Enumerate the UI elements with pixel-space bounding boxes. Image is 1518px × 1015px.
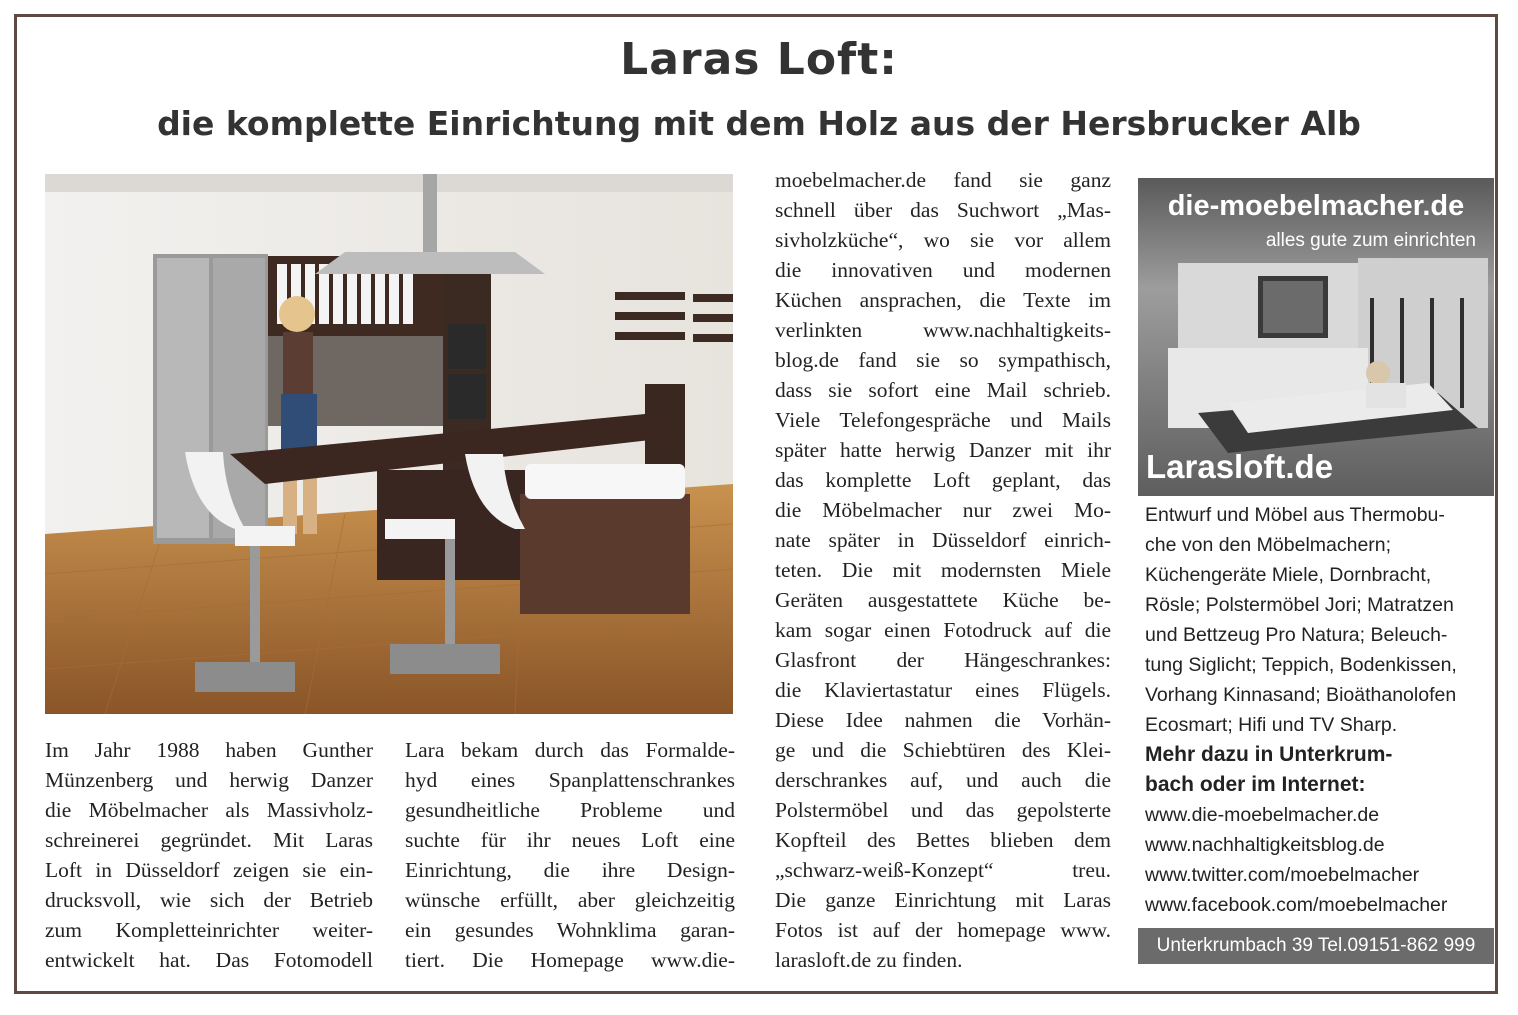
ad-body-line: Vorhang Kinnasand; Bioäthanolofen: [1145, 684, 1457, 706]
text-line: hyd eines Spanplattenschrankes: [405, 768, 735, 792]
text-line: Fotos ist auf der homepage www.: [775, 918, 1111, 942]
ad-tagline: alles gute zum einrichten: [1265, 230, 1476, 251]
ad-footer: Unterkrumbach 39 Tel.09151-862 999: [1138, 928, 1494, 964]
ad-body-line: che von den Möbelmachern;: [1145, 534, 1392, 556]
text-line: wünsche erfüllt, aber gleichzeitig: [405, 888, 735, 912]
text-line: Kopfteil des Bettes blieben dem: [775, 828, 1111, 852]
text-line: verlinkten www.nachhaltigkeits-: [775, 318, 1111, 342]
ad-body-line: Ecosmart; Hifi und TV Sharp.: [1145, 714, 1398, 736]
text-line: suchte für ihr neues Loft eine: [405, 828, 735, 852]
text-line: sivholzküche“, wo sie vor allem: [775, 228, 1111, 252]
text-line: Einrichtung, die ihre Design-: [405, 858, 735, 882]
text-line: kam sogar einen Fotodruck auf die: [775, 618, 1111, 642]
text-line: die Möbelmacher als Massivholz-: [45, 798, 373, 822]
text-line: Geräten ausgestattete Küche be-: [775, 588, 1111, 612]
text-line: Die ganze Einrichtung mit Laras: [775, 888, 1111, 912]
text-line: ein gesundes Wohnklima garan-: [405, 918, 735, 942]
ad-more-heading: bach oder im Internet:: [1145, 773, 1366, 796]
text-line: gesundheitliche Probleme und: [405, 798, 735, 822]
ad-logo: Larasloft.de: [1146, 448, 1334, 485]
text-line: Loft in Düsseldorf zeigen sie ein-: [45, 858, 373, 882]
text-line: drucksvoll, wie sich der Betrieb: [45, 888, 373, 912]
ad-link[interactable]: www.twitter.com/moebelmacher: [1145, 864, 1420, 886]
ad-body-line: Rösle; Polstermöbel Jori; Matratzen: [1145, 594, 1454, 616]
text-line: blog.de fand sie so sympathisch,: [775, 348, 1111, 372]
text-line: die Möbelmacher nur zwei Mo-: [775, 498, 1111, 522]
article-subtitle: die komplette Einrichtung mit dem Holz aus der Hersbrucker Alb: [157, 104, 1361, 143]
article-column-3: [775, 165, 1111, 975]
article-title: Laras Loft:: [620, 34, 898, 85]
article-column-2: [405, 735, 735, 975]
text-line: Polstermöbel und das gepolsterte: [775, 798, 1111, 822]
text-line: Lara bekam durch das Formalde-: [405, 738, 735, 762]
text-line: die innovativen und modernen: [775, 258, 1111, 282]
text-line: dass sie sofort eine Mail schrieb.: [775, 378, 1111, 402]
ad-more-heading: Mehr dazu in Unterkrum-: [1145, 743, 1393, 766]
ad-link[interactable]: www.die-moebelmacher.de: [1145, 804, 1380, 826]
ad-link[interactable]: www.facebook.com/moebelmacher: [1145, 894, 1448, 916]
text-line: nate später in Düsseldorf einrich-: [775, 528, 1111, 552]
ad-brand: die-moebelmacher.de: [1167, 190, 1465, 222]
text-line: teten. Die mit modernsten Miele: [775, 558, 1111, 582]
text-line: die Klaviertastatur eines Flügels.: [775, 678, 1111, 702]
text-line: larasloft.de zu finden.: [775, 948, 963, 972]
kitchen-photo: [45, 174, 733, 714]
text-line: derschrankes auf, und auch die: [775, 768, 1111, 792]
ad-body-line: und Bettzeug Pro Natura; Beleuch-: [1145, 624, 1448, 646]
advertisement-image: [1138, 178, 1494, 496]
article-column-1: [45, 735, 373, 975]
text-line: moebelmacher.de fand sie ganz: [775, 168, 1111, 192]
text-line: schreinerei gegründet. Mit Laras: [45, 828, 373, 852]
text-line: „schwarz-weiß-Konzept“ treu.: [775, 858, 1111, 882]
text-line: entwickelt hat. Das Fotomodell: [45, 948, 373, 972]
text-line: Glasfront der Hängeschrankes:: [775, 648, 1111, 672]
ad-text: [1145, 500, 1490, 920]
text-line: Küchen ansprachen, die Texte im: [775, 288, 1111, 312]
text-line: ge und die Schiebtüren des Klei-: [775, 738, 1111, 762]
text-line: Viele Telefongespräche und Mails: [775, 408, 1111, 432]
text-line: schnell über das Suchwort „Mas-: [775, 198, 1111, 222]
text-line: tiert. Die Homepage www.die-: [405, 948, 735, 972]
text-line: Im Jahr 1988 haben Gunther: [45, 738, 373, 762]
ad-link[interactable]: www.nachhaltigkeitsblog.de: [1145, 834, 1385, 856]
text-line: Diese Idee nahmen die Vorhän-: [775, 708, 1111, 732]
text-line: später hatte herwig Danzer mit ihr: [775, 438, 1111, 462]
text-line: das komplette Loft geplant, das: [775, 468, 1111, 492]
kitchen-photo-illustration: [45, 174, 733, 714]
ad-body-line: tung Siglicht; Teppich, Bodenkissen,: [1145, 654, 1457, 676]
text-line: zum Kompletteinrichter weiter-: [45, 918, 373, 942]
text-line: Münzenberg und herwig Danzer: [45, 768, 373, 792]
ad-body-line: Küchengeräte Miele, Dornbracht,: [1145, 564, 1432, 586]
ad-body-line: Entwurf und Möbel aus Thermobu-: [1145, 504, 1445, 526]
